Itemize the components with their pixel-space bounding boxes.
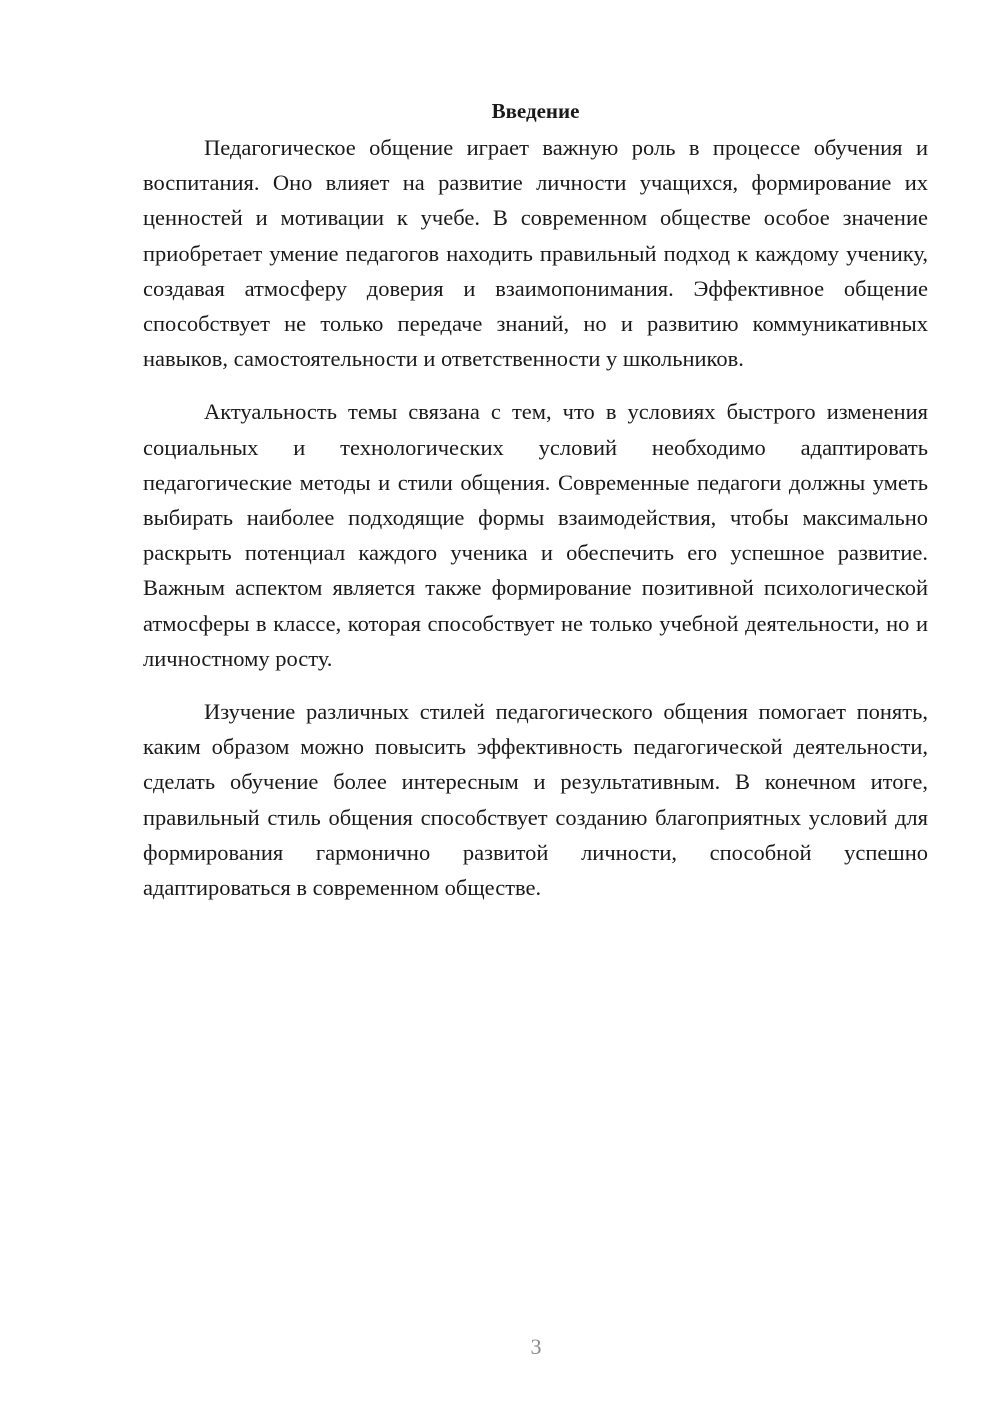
- page-content: [143, 96, 928, 923]
- paragraph-conclusion: Изучение различных стилей педагогического общения помогает понять, каким образом можно повысить эффективность педагогической деятельности, сделать обучение более интересным и результативным. В конечном итоге, правильный стиль общения способствует созданию благоприятных условий для формирования гармонично развитой личности, способной успешно адаптироваться в современном обществе.: [143, 699, 928, 901]
- page-number: 3: [530, 1334, 542, 1359]
- paragraph-intro: Педагогическое общение играет важную роль в процессе обучения и воспитания. Оно влияет на развитие личности учащихся, формирование их ценностей и мотивации к учебе. В современном обществе особое значение приобретает умение педагогов находить правильный подход к каждому ученику, создавая атмосферу доверия и взаимопонимания. Эффективное общение способствует не только передаче знаний, но и развитию коммуникативных навыков, самостоятельности и ответственности у школьников.: [143, 135, 928, 372]
- paragraph-relevance: Актуальность темы связана с тем, что в условиях быстрого изменения социальных и технологических условий необходимо адаптировать педагогические методы и стили общения. Современные педагоги должны уметь выбирать наиболее подходящие формы взаимодействия, чтобы максимально раскрыть потенциал каждого ученика и обеспечить его успешное развитие. Важным аспектом является также формирование позитивной психологической атмосферы в классе, которая способствует не только учебной деятельности, но и личностному росту.: [143, 399, 928, 671]
- section-heading: Введение: [491, 99, 580, 123]
